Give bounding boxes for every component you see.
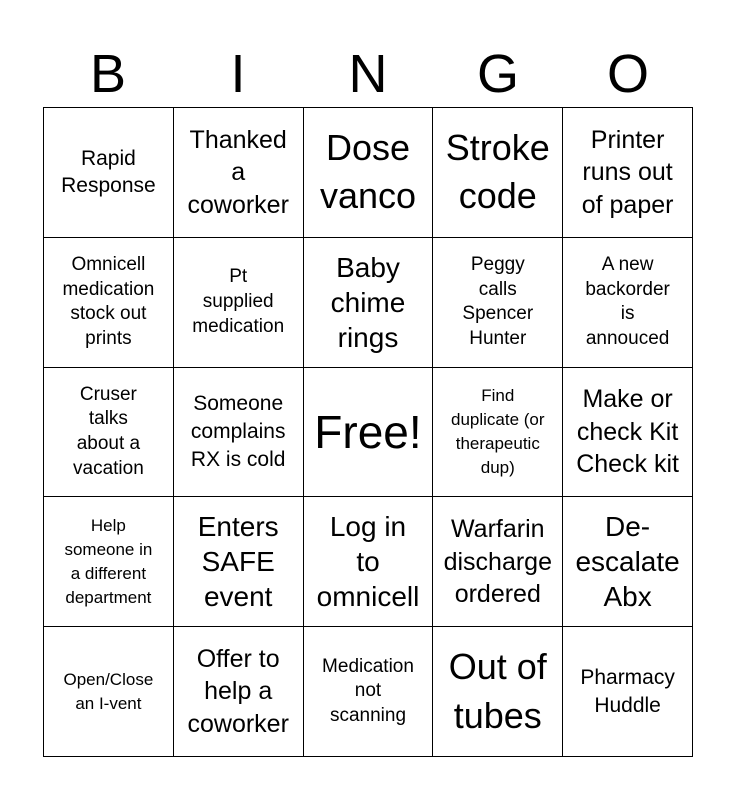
cell-text: Baby chime rings (330, 251, 406, 353)
bingo-cell[interactable] (174, 627, 304, 757)
cell-text: Open/Close an I-vent (63, 669, 154, 713)
header-letter-g: G (476, 44, 519, 104)
bingo-cell[interactable] (304, 627, 434, 757)
cell-text: Enters SAFE event (197, 511, 279, 613)
bingo-cell[interactable] (44, 627, 174, 757)
cell-text: Omnicell medication stock out prints (62, 253, 155, 349)
bingo-cell[interactable] (44, 368, 174, 498)
cell-text: Printer runs out of paper (581, 125, 674, 219)
header-letter-b: B (89, 44, 127, 104)
cell-text: Help someone in a different department (64, 516, 153, 607)
cell-text: Offer to help a coworker (187, 644, 289, 738)
cell-text: Find duplicate (or therapeutic dup) (451, 386, 545, 477)
bingo-cell[interactable] (563, 108, 693, 238)
bingo-cell[interactable] (174, 368, 304, 498)
cell-text: Dose vanco (319, 126, 417, 217)
bingo-cell[interactable] (563, 497, 693, 627)
cell-text: Pt supplied medication (192, 266, 285, 337)
header-letter-n: N (348, 44, 388, 104)
cell-text: Warfarin discharge ordered (443, 515, 552, 609)
bingo-cell[interactable] (174, 497, 304, 627)
bingo-cell[interactable] (174, 238, 304, 368)
cell-text: Peggy calls Spencer Hunter (462, 253, 534, 349)
cell-text: Pharmacy Huddle (580, 665, 675, 717)
cell-text: Make or check Kit Check kit (576, 385, 679, 479)
bingo-cell[interactable] (563, 368, 693, 498)
cell-text: Log in to omnicell (316, 511, 420, 613)
bingo-cell[interactable] (304, 368, 434, 498)
bingo-cell[interactable] (563, 238, 693, 368)
cell-text: Medication not scanning (322, 655, 414, 726)
header-letter-i: I (230, 44, 246, 104)
bingo-header (43, 40, 693, 108)
header-letter-o: O (606, 44, 649, 104)
cell-text: Stroke code (445, 126, 550, 217)
bingo-cell[interactable] (433, 497, 563, 627)
bingo-cell[interactable] (304, 497, 434, 627)
bingo-cell[interactable] (44, 238, 174, 368)
bingo-grid (43, 107, 693, 757)
free-space: Free! (314, 405, 422, 458)
bingo-cell[interactable] (433, 108, 563, 238)
cell-text: Thanked a coworker (187, 125, 289, 219)
bingo-cell[interactable] (433, 627, 563, 757)
cell-text: Rapid Response (61, 146, 156, 198)
cell-text: A new backorder is annouced (585, 253, 670, 349)
cell-text: De- escalate Abx (575, 511, 680, 613)
bingo-cell[interactable] (304, 238, 434, 368)
cell-text: Out of tubes (448, 646, 547, 736)
bingo-cell[interactable] (44, 497, 174, 627)
bingo-cell[interactable] (433, 238, 563, 368)
cell-text: Cruser talks about a vacation (73, 383, 144, 479)
bingo-cell[interactable] (433, 368, 563, 498)
bingo-cell[interactable] (174, 108, 304, 238)
bingo-cell[interactable] (44, 108, 174, 238)
bingo-cell[interactable] (563, 627, 693, 757)
cell-text: Someone complains RX is cold (190, 392, 286, 471)
bingo-cell[interactable] (304, 108, 434, 238)
